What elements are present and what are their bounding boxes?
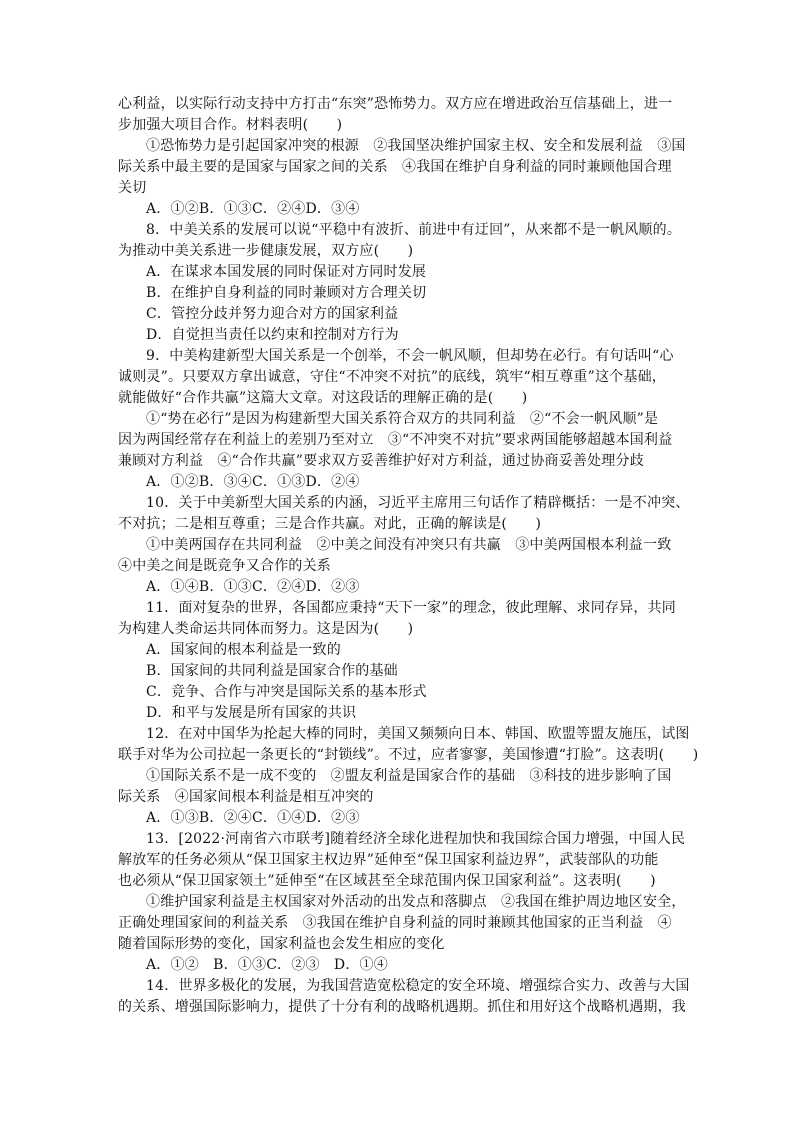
text-line: C．竞争、合作与冲突是国际关系的基本形式 (146, 684, 427, 700)
text-line: 10．关于中美新型大国关系的内涵，习近平主席用三句话作了精辟概括：一是不冲突、 (146, 495, 690, 511)
text-line: D．和平与发展是所有国家的共识 (146, 705, 357, 721)
text-line: B．在维护自身利益的同时兼顾对方合理关切 (146, 285, 427, 301)
text-line: ④中美之间是既竞争又合作的关系 (118, 558, 331, 574)
text-line: 因为两国经常存在利益上的差别乃至对立 ③“不冲突不对抗”要求两国能够超越本国利益 (118, 432, 673, 448)
text-line: 联手对华为公司拉起一条更长的“封锁线”。不过，应者寥寥，美国惨遭“打脸”。这表明( ) (118, 747, 699, 763)
text-line: 就能做好“合作共赢”这篇大文章。对这段话的理解正确的是( ) (118, 390, 528, 406)
text-line: A．①④B．①③C．②④D．②③ (146, 579, 360, 595)
text-line: A．国家间的根本利益是一致的 (146, 642, 341, 658)
text-line: 14．世界多极化的发展，为我国营造宽松稳定的安全环境、增强综合实力、改善与大国 (146, 978, 690, 994)
text-line: 也必须从“保卫国家领土”延伸至“在区域甚至全球范围内保卫国家利益”。这表明( ) (118, 873, 656, 889)
text-line: A．在谋求本国发展的同时保证对方同时发展 (146, 264, 427, 280)
text-line: 诚则灵”。只要双方拿出诚意，守住“不冲突不对抗”的底线，筑牢“相互尊重”这个基础， (118, 369, 666, 385)
text-line: ①国际关系不是一成不变的 ②盟友利益是国家合作的基础 ③科技的进步影响了国 (146, 768, 672, 784)
text-line: 为构建人类命运共同体而努力。这是因为( ) (118, 621, 414, 637)
text-line: A．①②B．①③C．②④D．③④ (146, 201, 360, 217)
text-line: 随着国际形势的变化，国家利益也会发生相应的变化 (118, 936, 445, 952)
text-line: A．①③B．②④C．①④D．②③ (146, 810, 360, 826)
text-line: B．国家间的共同利益是国家合作的基础 (146, 663, 398, 679)
text-line: 8．中美关系的发展可以说“平稳中有波折、前进中有迂回”，从来都不是一帆风顺的。 (146, 222, 682, 238)
text-line: A．①② B．①③C．②③ D．①④ (146, 957, 388, 973)
text-line: ①维护国家利益是主权国家对外活动的出发点和落脚点 ②我国在维护周边地区安全， (146, 894, 686, 910)
text-line: ①“势在必行”是因为构建新型大国关系符合双方的共同利益 ②“不会一帆风顺”是 (146, 411, 659, 427)
text-line: A．①②B．③④C．①③D．②④ (146, 474, 360, 490)
text-line: 12．在对中国华为抡起大棒的同时，美国又频频向日本、韩国、欧盟等盟友施压，试图 (146, 726, 690, 742)
text-line: ①恐怖势力是引起国家冲突的根源 ②我国坚决维护国家主权、安全和发展利益 ③国 (146, 138, 686, 154)
text-line: 不对抗；二是相互尊重；三是合作共赢。对此，正确的解读是( ) (118, 516, 542, 532)
text-line: 解放军的任务必须从“保卫国家主权边界”延伸至“保卫国家利益边界”，武装部队的功能 (118, 852, 659, 868)
text-line: 11．面对复杂的世界，各国都应秉持“天下一家”的理念，彼此理解、求同存异，共同 (146, 600, 676, 616)
text-line: 关切 (118, 180, 147, 196)
text-line: 兼顾对方利益 ④“合作共赢”要求双方妥善维护好对方利益，通过协商妥善处理分歧 (118, 453, 644, 469)
text-line: 为推动中美关系进一步健康发展，双方应( ) (118, 243, 414, 259)
text-line: 13．[2022·河南省六市联考]随着经济全球化进程加快和我国综合国力增强，中国人民 (146, 831, 686, 847)
text-line: C．管控分歧并努力迎合对方的国家利益 (146, 306, 399, 322)
text-line: 心利益，以实际行动支持中方打击“东突”恐怖势力。双方应在增进政治互信基础上，进一 (118, 96, 673, 112)
text-line: 际关系 ④国家间根本利益是相互冲突的 (118, 789, 374, 805)
text-line: 步加强大项目合作。材料表明( ) (118, 117, 343, 133)
text-line: 的关系、增强国际影响力，提供了十分有利的战略机遇期。抓住和用好这个战略机遇期，我 (118, 999, 686, 1015)
text-line: D．自觉担当责任以约束和控制对方行为 (146, 327, 399, 343)
text-line: ①中美两国存在共同利益 ②中美之间没有冲突只有共赢 ③中美两国根本利益一致 (146, 537, 672, 553)
text-line: 9．中美构建新型大国关系是一个创举，不会一帆风顺，但却势在必行。有句话叫“心 (146, 348, 674, 364)
text-line: 际关系中最主要的是国家与国家之间的关系 ④我国在维护自身利益的同时兼顾他国合理 (118, 159, 672, 175)
text-line: 正确处理国家间的利益关系 ③我国在维护自身利益的同时兼顾其他国家的正当利益 ④ (118, 915, 672, 931)
